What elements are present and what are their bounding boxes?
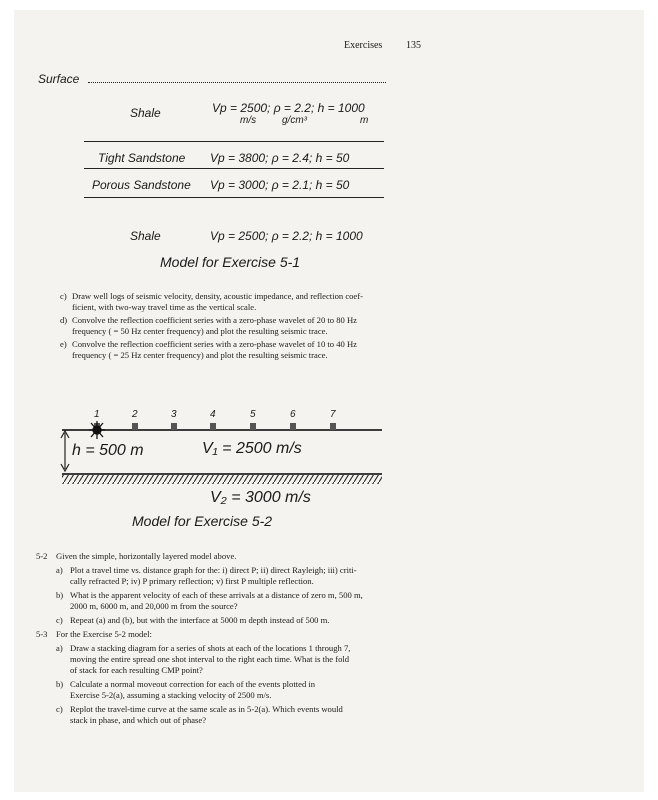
exercise-5-2-b-label: b) [56, 590, 64, 600]
exercise-5-2-b-line-2: 2000 m, 6000 m, and 20,000 m from the source? [70, 601, 238, 611]
exercise-5-1-c-label: c) [60, 291, 67, 301]
model-5-2-caption: Model for Exercise 5-2 [132, 513, 273, 529]
exercise-5-3-a-line-1: Draw a stacking diagram for a series of shots at each of the locations 1 through 7, [70, 643, 351, 653]
exercise-5-2-intro: Given the simple, horizontally layered model above. [56, 551, 237, 561]
layer-3-properties: Vp = 3000; ρ = 2.1; h = 50 [210, 178, 350, 192]
exercise-5-2-a-label: a) [56, 565, 63, 575]
receiver-6 [290, 423, 296, 430]
receiver-2 [132, 423, 138, 430]
exercise-5-1-d-line-1: Convolve the reflection coefficient series with a zero-phase wavelet of 20 to 80 Hz [72, 315, 357, 325]
receiver-7 [330, 423, 336, 430]
exercise-5-2-a-line-2: cally refracted P; iv) P primary reflection; v) first P multiple reflection. [70, 576, 314, 586]
exercise-5-1-e-line-1: Convolve the reflection coefficient series with a zero-phase wavelet of 10 to 40 Hz [72, 339, 357, 349]
layer-4-name: Shale [130, 229, 161, 243]
exercise-5-2-number: 5-2 [36, 551, 48, 561]
exercise-5-3-c-label: c) [56, 704, 63, 714]
source-burst-icon [89, 421, 105, 439]
exercise-5-3-c-line-2: stack in phase, and which out of phase? [70, 715, 207, 725]
textbook-page [14, 10, 644, 792]
exercise-5-2-b-line-1: What is the apparent velocity of each of these arrivals at a distance of zero m, 500 m, [70, 590, 363, 600]
receiver-4 [210, 423, 216, 430]
interface-hatch [62, 475, 382, 484]
thickness-arrow [61, 431, 69, 471]
layer-2-properties: Vp = 3800; ρ = 2.4; h = 50 [210, 151, 350, 165]
layer-1-name: Shale [130, 106, 161, 120]
receiver-label-7: 7 [330, 409, 336, 420]
exercise-5-2-a-line-1: Plot a travel time vs. distance graph for the: i) direct P; ii) direct Rayleigh; iii) criti- [70, 565, 357, 575]
exercise-5-3-number: 5-3 [36, 629, 48, 639]
exercise-5-2-c-label: c) [56, 615, 63, 625]
layer-4-properties: Vp = 2500; ρ = 2.2; h = 1000 [210, 229, 363, 243]
receiver-3 [171, 423, 177, 430]
exercise-5-1-d-line-2: frequency ( = 50 Hz center frequency) and plot the resulting seismic trace. [72, 326, 328, 336]
exercise-5-1-d-label: d) [60, 315, 68, 325]
surface-label: Surface [38, 72, 80, 86]
exercise-5-3-a-line-3: of stack for each resulting CMP point? [70, 665, 203, 675]
layer-1-properties: Vp = 2500; ρ = 2.2; h = 1000 [212, 101, 365, 115]
exercise-5-3-c-line-1: Replot the travel-time curve at the same scale as in 5-2(a). Which events would [70, 704, 343, 714]
exercise-5-3-a-label: a) [56, 643, 63, 653]
running-header-title: Exercises [344, 40, 383, 51]
page-number: 135 [406, 40, 421, 51]
exercise-5-3-a-line-2: moving the entire spread one shot interval to the right each time. What is the fold [70, 654, 350, 664]
exercise-5-3-b-line-2: Exercise 5-2(a), assuming a stacking velocity of 2500 m/s. [70, 690, 272, 700]
layer-thickness-label: h = 500 m [72, 442, 144, 459]
receiver-label-3: 3 [171, 409, 177, 420]
layer-2-name: Tight Sandstone [98, 151, 186, 165]
receiver-label-1: 1 [94, 409, 100, 420]
layer-3-name: Porous Sandstone [92, 178, 191, 192]
exercise-5-1-c-line-1: Draw well logs of seismic velocity, density, acoustic impedance, and reflection coef- [72, 291, 363, 301]
exercise-5-3-intro: For the Exercise 5-2 model: [56, 629, 152, 639]
layer-1-unit-density: g/cm³ [282, 115, 307, 126]
receiver-5 [250, 423, 256, 430]
velocity-v2-label: V₂ = 3000 m/s [210, 489, 311, 506]
exercise-5-1-e-line-2: frequency ( = 25 Hz center frequency) and plot the resulting seismic trace. [72, 350, 328, 360]
layer-1-unit-velocity: m/s [240, 115, 257, 126]
velocity-v1-label: V₁ = 2500 m/s [202, 440, 302, 457]
exercise-5-1-e-label: e) [60, 339, 67, 349]
receiver-label-6: 6 [290, 409, 296, 420]
exercise-5-2-c-line-1: Repeat (a) and (b), but with the interface at 5000 m depth instead of 500 m. [70, 615, 330, 625]
receiver-label-2: 2 [132, 409, 138, 420]
exercise-5-3-b-line-1: Calculate a normal moveout correction for each of the events plotted in [70, 679, 316, 689]
receiver-label-5: 5 [250, 409, 256, 420]
receiver-label-4: 4 [210, 409, 216, 420]
exercise-5-1-c-line-2: ficient, with two-way travel time as the vertical scale. [72, 302, 257, 312]
layer-1-unit-thickness: m [360, 115, 369, 126]
model-5-1-caption: Model for Exercise 5-1 [160, 254, 301, 270]
exercise-5-3-b-label: b) [56, 679, 64, 689]
